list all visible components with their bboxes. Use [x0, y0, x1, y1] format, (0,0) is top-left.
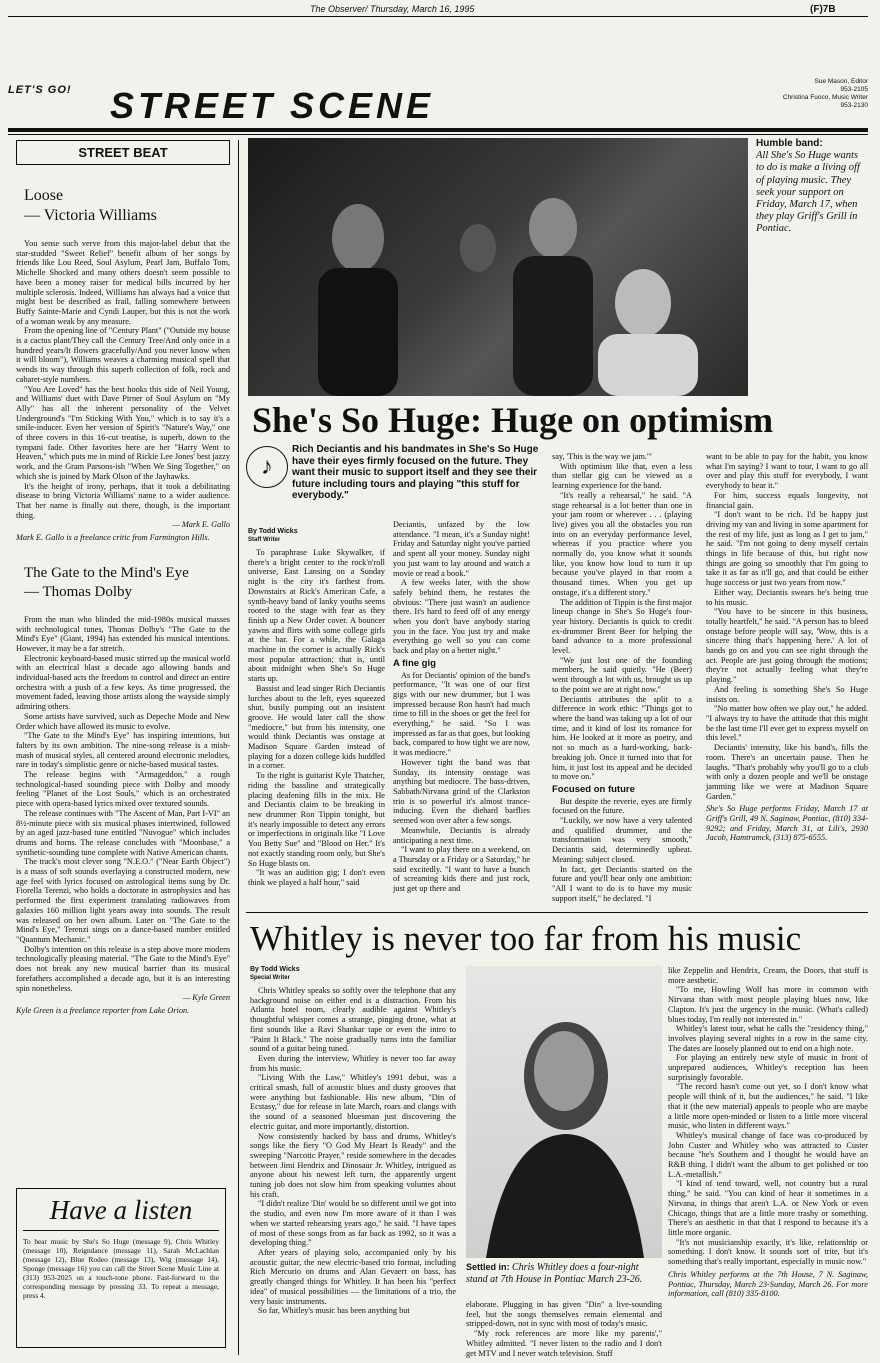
story2-headline: Whitley is never too far from his music [250, 919, 802, 958]
story2-paragraph: Whitley's latest tour, what he calls the "residency thing," involves playing several nights in a row in the same city. The dates are loosely planned out to end on a high note. [668, 1024, 868, 1053]
review1-signature: — Mark E. Gallo [172, 520, 230, 530]
story2-paragraph: "I didn't realize 'Din' would be so different until we got into the studio, and even now I'm more aware of it than I was when we started rehearsing years ago," he said. "I have tapes of most of these songs from as far back as 1992, so it was a developing thing." [250, 1199, 456, 1248]
story1-paragraph: Deciantis attributes the split to a difference in work ethic: "Things got to where the band was taking up a lot of our time, and it kind of lost its romance for him. He looked at it more as poetry, and not so much as a hard-working, back-breaking job. Once it turned into that for him, it just lost its appeal and he decided to move on." [552, 694, 692, 782]
photo1-caption-text: All She's So Huge wants to do is make a living off of playing music. They seek your support on Friday, March 17, when they play Griff's Grill in Pontiac. [756, 150, 860, 235]
band-photo [248, 138, 748, 396]
review2-paragraph: Electronic keyboard-based music stirred up the musical world with an electrical blast a decade ago allowing bands and individual-based acts the freedom to control and direct an entire orchestra with a push of a few keys. As time progressed, the movement faded, leaving those artists along the wayside simply admiring others. [16, 653, 230, 712]
listen-box-body: To hear music by She's So Huge (message 9), Chris Whitley (message 10), Reigndance (message 11), Sarah McLachlan (message 12), Blue Rodeo (message 13), Wig (message 14), Sponge (message 16) you can call the Street Scene Music Line at (313) 953-2025 on a touch-tone phone. Fast-forward to the corresponding message by pressing 33. To repeat a message, press 4. [23, 1237, 219, 1300]
story1-paragraph: "I want to play there on a weekend, on a Thursday or a Friday or a Saturday," he said excitedly. "I want to have a bunch of screaming kids there and just rock, just get up there and [393, 845, 530, 894]
story2-byline [250, 966, 456, 982]
story2-paragraph: "Living With the Law," Whitley's 1991 debut, was a critical smash, full of acoustic blues and dusty grooves that were anything but fashionable. His new album, "Din of Ecstasy," due for release in late March, roars and clangs with the sound of a seasoned bluesman just discovering the electric guitar, and more importantly, distortion. [250, 1073, 456, 1131]
story1-paragraph: "It was an audition gig; I don't even think we played a half hour," said [248, 868, 385, 887]
story1-paragraph: But despite the reverie, eyes are firmly focused on the future. [552, 796, 692, 816]
staff-editor-name: Sue Mason, Editor [814, 78, 868, 85]
story1-paragraph: And feeling is something She's So Huge insists on. [706, 684, 868, 704]
story2-paragraph: Even during the interview, Whitley is never too far away from his music. [250, 1053, 456, 1073]
photo2-caption [466, 1262, 662, 1285]
story1-paragraph: To the right is guitarist Kyle Thatcher, riding the bassline and strategically placing deafening fills in the mix. He and Deciantis claim to be breaking in new drummer Ron Tippin tonight, but it's nearly impossible to detect any errors or imperfections in originals like "I Love You Betty Sue" and "Blood on Her." It's not exactly standing room only, but She's So Huge blasts on. [248, 771, 385, 868]
story1-paragraph: A few weeks later, with the show safely behind them, he restates the obvious: "There just wasn't an audience there. It's hard to feed off of any energy when you don't have anybody staring you in the face. You just try and make everything go well so you can come back and play on a better night." [393, 578, 530, 656]
section-title: STREET SCENE [110, 85, 435, 126]
story1-deck: Rich Deciantis and his bandmates in She's So Huge have their eyes firmly focused on the future. They want their music to support itself and they see their future including tours and playing "this stuff for everybody." [292, 444, 539, 502]
review1-body [16, 239, 230, 543]
review1-paragraph: "You Are Loved" has the best hooks this side of Neil Young, and Williams' duet with Dave Pirner of Soul Asylum on "My Ally" has all the inherent personality of the Velvet Underground's "I'm Sticking With You," which is to say it's a smile-inducer. Even her version of Spirit's "Nature's Way," one of three covers in this 16-cut treatise, is superb, down to the tympani fade. Other favorites here are her "Harry Went to Heaven," which puts me in mind of Rickie Lee Jones' best jazzy work, and the Gram Parsons-ish "When We Sing Together," on which she is joined by Mark Olson of the Jayhawks. [16, 384, 230, 481]
story1-tagline: She's So Huge performs Friday, March 17 at Griff's Grill, 49 N. Saginaw, Pontiac, (810) 334-9292; and Friday, March 31, at Lili's, 2930 Jacob, Hamtramck, (313) 875-6555. [706, 804, 868, 843]
review1-paragraph: From the opening line of "Century Plant" ("Outside my house is a cactus plant/They call the Century Tree/And only once in a hundred years/It flowers gracefully/And you never know when it will bloom"), Williams weaves a charming musical spell that wends its way through this superb collection of folk, rock and cabaret-style numbers. [16, 326, 230, 384]
folio-right: (F)7B [810, 4, 836, 15]
story2-paragraph: Whitley's musical change of face was co-produced by John Custer and Whitley who was attracted to Custer because "he's Southern and I thought he would have an R&B thing. I didn't want the album to get polished or too L.A.-metallish." [668, 1130, 868, 1179]
story2-paragraph: "It's not musicianship exactly, it's like, relationship or something. I don't know. It sounds sort of trite, but it's something that's really important, especially in music now." [668, 1237, 868, 1267]
folio-left: The Observer/ Thursday, March 16, 1995 [310, 4, 475, 14]
story2-col1 [250, 966, 456, 1316]
review2-artist: — Thomas Dolby [24, 583, 133, 600]
story1-paragraph: Bassist and lead singer Rich Deciantis lurches about to the left, eyes squeezed shut, busily pumping out an insistent groove. He would later call the show "mediocre," but from his intensity, one would think Deciantis was onstage at Madison Square Garden instead of playing for a dozen college kids huddled in a corner. [248, 683, 385, 771]
staff-writer-phone: 953-2130 [840, 102, 868, 109]
story2-paragraph: like Zeppelin and Hendrix, Cream, the Doors, that stuff is more aesthetic. [668, 966, 868, 985]
photo1-caption [756, 138, 868, 236]
story2-paragraph: "I kind of tend toward, well, not country but a rural thing," he said. "You can kind of hear it sometimes in a Nirvana, in things that aren't L.A. or New York or even Chicago, things that are a little more trashy or something. There's an aesthetic in that that I respond to because it's a little more organic. [668, 1179, 868, 1237]
review2-body [16, 615, 230, 1016]
story1-paragraph: To paraphrase Luke Skywalker, if there's a bright center to the rock'n'roll universe, East Lansing on a Sunday night is the city it's farthest from. Downstairs at Rick's American Cafe, a synth-heavy band of lanky youths seems rooted to the stage with fear as they finish up a New Order cover. A bouncer yawns and flirts with some college girls at the bar. For a while, the Galaga machine in the corner is actually Rick's most popular attraction; that is, until about midnight when She's So Huge starts up. [248, 548, 385, 684]
story2-byline-name: By Todd Wicks [250, 966, 300, 973]
story1-col3 [552, 452, 692, 903]
story2-tagline: Chris Whitley performs at the 7th House, 7 N. Saginaw, Pontiac, Thursday, March 23-Sunday, March 26. For more information, call (810) 335-8100. [668, 1269, 868, 1299]
review2-paragraph: The release begins with "Armageddon," a rough technological-based sounding piece with Dolby and moody feeling "Planet of the Lost Souls," which is an orchestrated piece with opera-based lyrics mixed over textured sounds. [16, 770, 230, 809]
story2-paragraph: For playing an entirely new style of music in front of unprepared audiences, Whitley's reception has been surprisingly favorable. [668, 1053, 868, 1082]
story1-paragraph: For him, success equals longevity, not financial gain. [706, 490, 868, 510]
photo2-caption-text: Chris Whitley does a four-night stand at 7th House in Pontiac March 23-26. [466, 1262, 643, 1285]
masthead-rule [8, 128, 868, 132]
staff-editor-phone: 953-2105 [840, 86, 868, 93]
story2-paragraph: Now consistently backed by bass and drums, Whitley's songs like the fiery "O God My Heart Is Ready" and the sweeping "Narcotic Prayer," reside somewhere in the decades between Jimi Hendrix and Dinosaur Jr. Whitley, intrigued as anyone about his newest left turn, the apparently urgent tuning job does not slow him from speaking volumes about his craft. [250, 1131, 456, 1199]
story2-paragraph: After years of playing solo, accompanied only by his acoustic guitar, the new electric-based trio format, including Rich Mercurio on drums and Alan Gevaert on bass, has greatly changed things for Whitley. It has been his "perfect idea" of musical possibilities — the limitations of a trio, the very basic instruments. [250, 1247, 456, 1306]
story2-col2 [466, 1300, 662, 1358]
lets-go-logo: LET'S GO! [8, 84, 72, 96]
story2-paragraph: "My rock references are more like my parents'," Whitley admitted. "I never listen to the radio and I don't get MTV and I never watch television. Stuff [466, 1329, 662, 1358]
story-divider [246, 912, 868, 913]
whitley-photo [466, 966, 662, 1258]
story1-paragraph: Deciantis, unfazed by the low attendance. "I mean, it's a Sunday night! Friday and Saturday night you've partied and spent all your money. Sunday night you just want to lay around and watch a movie or read a book." [393, 520, 530, 578]
story1-byline-name: By Todd Wicks [248, 528, 298, 535]
review2-paragraph: The track's most clever song "N.E.O." ("Near Earth Object") is a mass of soft sounds overlaying a constructed modern, new age feel with lyrics focused on astrological items sung by Dr. Fiorella Terenzi, who holds a doctorate in astrophysics and has performed the first experiment translating radiowaves from galaxies 160 million light years away into sounds. The result was released on her own album. Later on "The Gate to the Mind's Eye," Terenzi sings on a dance-based number entitled "Quantum Mechanic." [16, 857, 230, 944]
review2-paragraph: The release continues with "The Ascent of Man, Part I-VI" an 8½-minute piece with six musical phases intertwined, followed by an aged jazz-based tune entitled "Nuvogue" which includes drums and horns. The release concludes with "Moonbase," a synthetic-sounding tune complete with Native American chants. [16, 808, 230, 857]
street-beat-header: STREET BEAT [16, 140, 230, 165]
story1-paragraph: "Luckily, we now have a very talented and qualified drummer, and the transformation was very smooth," Deciantis said, determinedly upbeat. Meaning: subject closed. [552, 816, 692, 864]
review2-paragraph: From the man who blinded the mid-1980s musical masses with technological tunes, Thomas Dolby's "The Gate to the Mind's Eye" (Giant, 1994) has extended his musical intentions. However, it may be a far stretch. [16, 614, 230, 653]
story1-byline-title: Staff Writer [248, 537, 281, 543]
band-photo-figures [248, 138, 748, 396]
review2-title: The Gate to the Mind's Eye [24, 564, 189, 581]
masthead-rule-thin [8, 134, 868, 135]
review1-paragraph: It's the height of irony, perhaps, that it took a debilitating disease to bring Victoria Williams' name to a wider audience. That her name is finally out there, though, is the important thing. [16, 481, 230, 520]
story1-paragraph: Deciantis' intensity, like his band's, fills the room. There's an uncertain pause. Then he laughs. "That's probably why you'll go to a club with only a dozen people and we'll be onstage jamming like we were at Madison Square Garden." [706, 743, 868, 801]
music-note-icon: ♪ [246, 446, 288, 488]
story2-paragraph: elaborate. Plugging in has given "Din" a live-sounding feel, but the songs themselves remain elemental and stripped-down, not in sync with most of today's music. [466, 1300, 662, 1329]
review1-artist: — Victoria Williams [24, 207, 157, 224]
story1-paragraph: With optimism like that, even a less than stellar gig can be viewed as a learning experience for the band. [552, 461, 692, 491]
staff-editor [740, 78, 868, 94]
story1-paragraph: As for Deciantis' opinion of the band's performance, "It was one of our first gigs with our new drummer, but I was impressed because Ron hasn't had much time to fill in the shoes or get the feel for everything," he said. "So I was impressed as far as that goes, but looking back, compared to how tight we are now, it was mediocre." [393, 670, 530, 758]
review2-paragraph: Some artists have survived, such as Depeche Mode and New Order which have allowed its music to evolve. [16, 711, 230, 731]
street-beat-divider [238, 140, 239, 1355]
story2-paragraph: So far, Whitley's music has been anything but [258, 1306, 410, 1316]
review2-paragraph: Dolby's intention on this release is a step above more modern technologically pleasing material. "The Gate to the Mind's Eye" does not break any new musical barrier than its musical forefathers accomplished a decade ago, but it is an interesting spin nonetheless. [16, 944, 230, 993]
review1-credit: Mark E. Gallo is a freelance critic from Farmington Hills. [16, 533, 210, 543]
staff-writer-name: Christina Fuoco, Music Writer [782, 94, 868, 101]
story1-paragraph: Meanwhile, Deciantis is already anticipating a next time. [393, 825, 530, 845]
review1-paragraph: You sense such verve from this major-label debut that the star-studded "Sweet Relief" benefit album of her songs by friends like Lou Reed, Soul Asylum, Pearl Jam, Buffalo Tom, Michelle Shocked and many others doesn't seem possible to have been a money raiser for medical bills incurred by her multiple sclerosis. Indeed, Williams has always had a voice that might best be described as frail, falling somewhere between Buffy Sainte-Marie and Cyndi Lauper, but this is not the work of a woman weak by any measure. [16, 239, 230, 326]
story1-paragraph: "You have to be sincere in this business, totally heartfelt," he said. "A person has to bleed onstage before people will say, 'Wow, this is a sincere thing that's happening here.' A lot of bands go on and you can see right through the act. People are just going through the motions; they're not actually feeling what they're playing." [706, 607, 868, 685]
story2-byline-title: Special Writer [250, 975, 290, 981]
story1-paragraph: However tight the band was that Sunday, its intensity onstage was anything but mediocre. The bass-driven, Sabbath/Nirvana grind of the Clarkston trio is so powerful it's almost trance-inducing. Even the diehard barflies seemed won over after a few songs. [393, 757, 530, 826]
story1-paragraph: want to be able to pay for the habit, you know what I'm saying? I want to tour, I want to go all over and play this stuff for everybody, I want everybody to hear it." [706, 452, 868, 491]
story1-paragraph: say, 'This is the way we jam.'" [552, 452, 652, 461]
listen-box-title: Have a listen [23, 1195, 219, 1231]
story2-paragraph: "To me, Howling Wolf has more in common with Nirvana than with most people playing blues now, like Clapton. It's just the urgency in the music. (What's called) blues today, I'm really not interested in." [668, 985, 868, 1024]
story1-subhead-fine-gig: A fine gig [393, 657, 436, 669]
photo1-caption-lead: Humble band: [756, 138, 823, 149]
review2-credit: Kyle Green is a freelance reporter from Lake Orion. [16, 1005, 190, 1015]
story2-paragraph: Chris Whitley speaks so softly over the telephone that any background noise on either end is a distraction. From his Atlanta hotel room, clearly audible against Whitley's thoughtful whisper comes a strange, pinging drone, what at first sounds like a Ravi Shankar tape or even the intro to "Paint It Black." The noise gradually turns into the familiar sound of a guitar being tuned. [250, 986, 456, 1054]
review2-paragraph: "The Gate to the Mind's Eye" has inspiring intentions, but falters by its own ambition. The nine-song release is a mish-mash of musical styles, all centered around electronic melodies, rare in today's simplistic genre or niche-based musical tastes. [16, 731, 230, 770]
story1-paragraph: "It's really a rehearsal," he said. "A stage rehearsal is a lot better than one in your jam room or wherever . . . (playing live) gives you all the obstacles you run into on an everyday performance level, whereas if you practice where you normally do, you know what it sounds like, you know how loud to turn it up because you've played in that room a thousand times. When you get up onstage, it's a different story." [552, 490, 692, 597]
story1-byline [248, 528, 385, 544]
story2-paragraph: "The record hasn't come out yet, so I don't know what people will think of it, but the audiences," he said. "I like that it (the new material) appeals to people who are maybe a little more open-minded or listen to a little more visceral music, who listen in different ways." [668, 1082, 868, 1131]
story1-col1 [248, 528, 385, 888]
story1-paragraph: In fact, get Deciantis started on the future and you'll hear only one ambition: "All I want to do is to have my music support itself," he declared. "I [552, 864, 692, 903]
story1-col4 [706, 452, 868, 843]
staff-writer [740, 94, 868, 110]
photo2-caption-lead: Settled in: [466, 1262, 510, 1272]
whitley-photo-figure [466, 966, 662, 1258]
story2-col3 [668, 966, 868, 1299]
staff-list [740, 78, 868, 110]
listen-box [16, 1188, 226, 1348]
story1-paragraph: "No matter how often we play out," he added. "I always try to have the attitude that this might be the last time I'll ever get to express myself on this level." [706, 704, 868, 743]
story1-paragraph: "We just lost one of the founding members, he said quietly. "He (Beer) went through a lot with us, brought us up to the point we are at right now." [552, 655, 692, 694]
review2-signature: — Kyle Green [182, 993, 230, 1003]
story1-headline: She's So Huge: Huge on optimism [252, 400, 774, 440]
street-beat-column [16, 140, 230, 1016]
review1-title: Loose [24, 187, 64, 204]
story1-paragraph: The addition of Tippin is the first major lineup change in She's So Huge's four-year history. Deciantis is quick to credit ex-drummer Brent Beer for helping the band advance to a more professional level. [552, 597, 692, 656]
story1-paragraph: Either way, Deciantis swears he's being true to his music. [706, 587, 868, 607]
story1-subhead-future: Focused on future [552, 783, 635, 795]
story1-col2 [393, 520, 530, 894]
story1-paragraph: "I don't want to be rich. I'd be happy just driving my van and living in some apartment for the rest of my life, just as long as I get to jam," he said. "I'm not going to deny myself certain things in life because of this, but right now things are going so smoothly that I'm going to take it as far as it'll go, and that could be either huge success or just two years from now." [706, 510, 868, 588]
folio-rule [8, 16, 868, 17]
